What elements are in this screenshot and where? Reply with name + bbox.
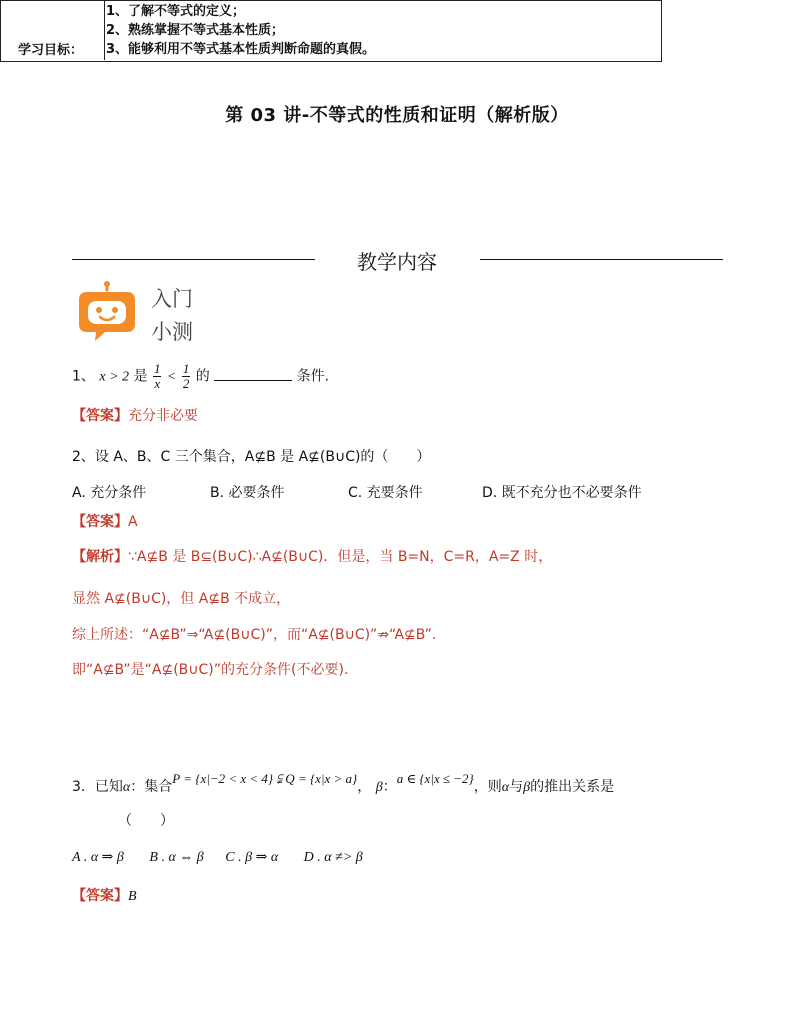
q1-tail: 条件. <box>296 368 330 385</box>
q3-paren: （ ） <box>118 813 174 829</box>
q1-number: 1、 <box>72 368 95 385</box>
q2-analysis-line-2: 显然 A⊈(B∪C)，但 A⊈B 不成立， <box>72 591 291 607</box>
analysis-label: 【解析】 <box>72 549 128 565</box>
q2-option-d: D. 既不充分也不必要条件 <box>482 485 642 501</box>
badge-label-line2: 小测 <box>151 320 193 344</box>
question-3-stem: 3．已知α：集合P = {x|−2 < x < 4} ⫋ Q = {x|x > a}， β：a ∈ {x|x ≤ −2}，则α与β的推出关系是 <box>72 771 615 795</box>
q2-option-b: B. 必要条件 <box>210 485 285 501</box>
goal-item: 1、了解不等式的定义； <box>106 4 246 19</box>
q1-de: 的 <box>195 368 210 385</box>
goals-label-cell <box>0 0 105 60</box>
q1-fraction-right: $\frac{1}{2}$ <box>182 361 190 391</box>
question-2-stem: 2、设 A、B、C 三个集合，A⊈B 是 A⊈(B∪C)的（ ） <box>72 449 431 465</box>
q1-fraction-left: $\frac{1}{x}$ <box>153 361 161 391</box>
q3-option-c: C . β ⇒ α <box>225 850 279 865</box>
section-title: 教学内容 <box>357 250 437 274</box>
q1-is: 是 <box>133 368 148 385</box>
goal-item: 2、熟练掌握不等式基本性质； <box>106 23 285 38</box>
q1-answer-text: 充分非必要 <box>128 408 198 424</box>
q2-analysis-line-1: 【解析】∵A⊈B 是 B⊆(B∪C)∴A⊈(B∪C)．但是，当 B=N，C=R，A=Z 时， <box>72 549 553 565</box>
q3-beta-expression: a ∈ {x|x ≤ −2} <box>396 771 474 786</box>
answer-label: 【答案】 <box>72 408 128 424</box>
page-title: 第 03 讲-不等式的性质和证明（解析版） <box>225 105 569 126</box>
section-divider-right <box>480 259 723 260</box>
q2-analysis-line-3: 综上所述：“A⊈B”⇒“A⊈(B∪C)”，而“A⊈(B∪C)”⇏“A⊈B”． <box>72 627 446 643</box>
q3-options <box>72 849 363 866</box>
goals-items-cell <box>106 2 375 59</box>
q1-blank <box>214 366 292 381</box>
q1-answer <box>72 405 198 425</box>
q3-answer <box>72 885 137 905</box>
badge-label-line1: 入门 <box>151 287 193 311</box>
q2-analysis-line-4: 即“A⊈B”是“A⊈(B∪C)”的充分条件(不必要)． <box>72 662 358 678</box>
q1-less-than: < <box>166 369 177 385</box>
q3-option-b: B . α ⇔ β <box>149 850 204 865</box>
goals-label: 学习目标： <box>18 43 84 58</box>
q1-condition: x > 2 <box>99 369 130 385</box>
q3-answer-text: B <box>128 889 137 904</box>
q3-option-d: D . α ≠> β <box>303 850 363 865</box>
q2-answer-text: A <box>128 514 138 530</box>
q3-set-expression: P = {x|−2 < x < 4} ⫋ Q = {x|x > a} <box>172 771 358 786</box>
robot-badge-icon <box>75 280 139 344</box>
q2-option-c: C. 充要条件 <box>348 485 423 501</box>
q3-option-a: A . α ⇒ β <box>72 850 124 865</box>
question-1 <box>72 362 329 391</box>
answer-label: 【答案】 <box>72 514 128 530</box>
q2-answer <box>72 511 138 531</box>
answer-label: 【答案】 <box>72 888 128 904</box>
learning-goals-table <box>0 0 662 62</box>
q2-option-a: A. 充分条件 <box>72 485 147 501</box>
goal-item: 3、能够利用不等式基本性质判断命题的真假。 <box>106 42 376 57</box>
